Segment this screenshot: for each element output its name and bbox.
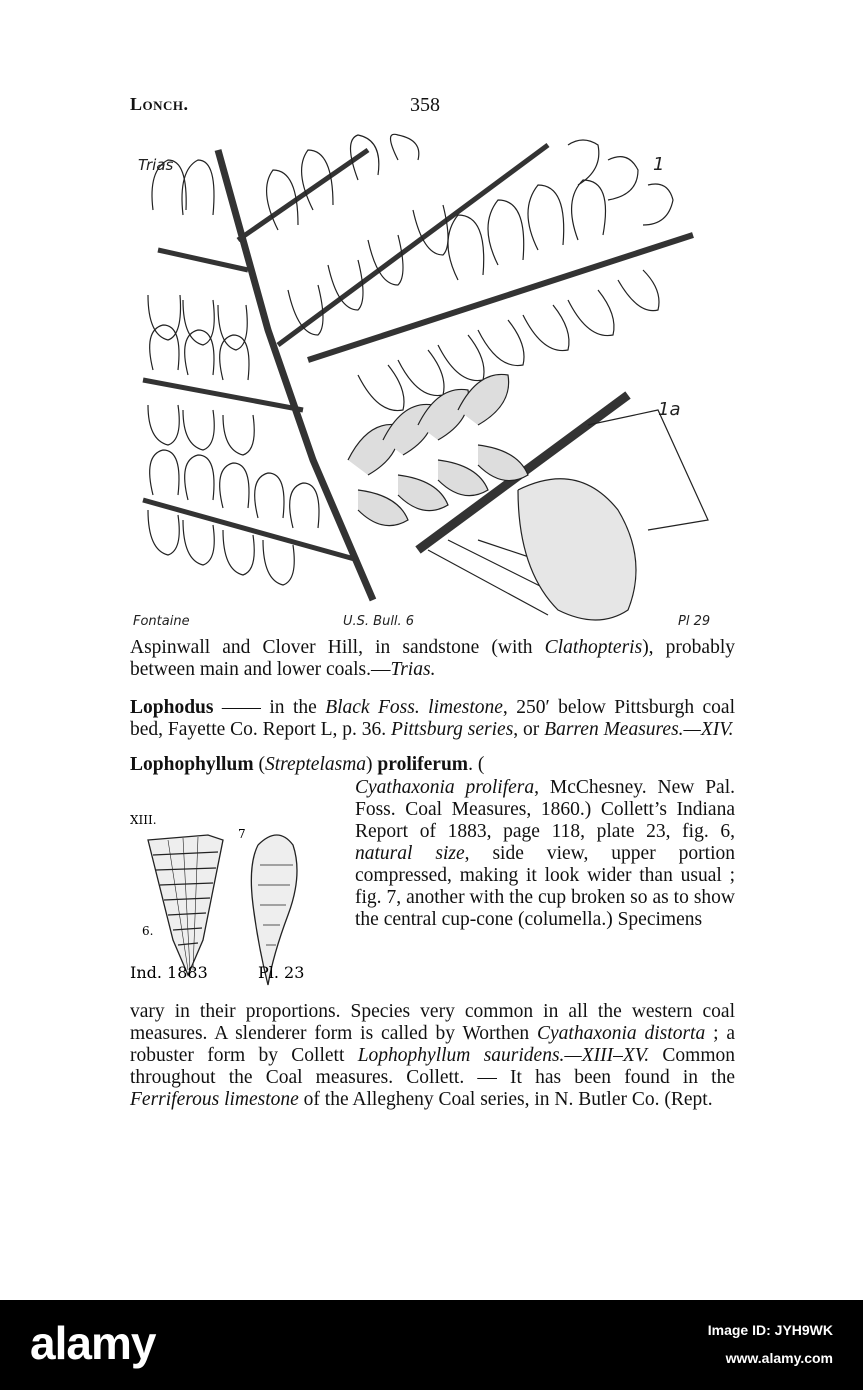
p2-italic-limestone: Black Foss. limestone [325, 697, 503, 718]
entry-name-lophodus: Lophodus [130, 697, 214, 718]
watermark-logo: alamy [30, 1317, 156, 1369]
p2-italic-series: Pittsburg series [391, 719, 514, 740]
entry-name-proliferum: proliferum [377, 754, 469, 775]
coral-fossil-figure [128, 810, 350, 990]
fern-fossil-plate [128, 130, 738, 630]
cont-italic-distorta: Cyathaxonia distorta [537, 1023, 706, 1044]
plate-label-trias: Trias [138, 156, 174, 174]
fig2-label-source: Ind. 1883 [130, 963, 208, 982]
p1-italic-trias: Trias. [390, 659, 436, 680]
cont-italic-sauridens: Lophophyllum sauridens.—XIII–XV. [357, 1045, 650, 1066]
paragraph-lophophyllum-wrapped [355, 777, 735, 931]
fig2-label-6: 6. [142, 924, 154, 938]
watermark-banner [0, 1300, 863, 1390]
p3-text-c: ) [366, 754, 378, 775]
cont-text-g: of the Allegheny Coal series, in N. Butler Co. (Rept. [298, 1089, 713, 1110]
plate-label-source: U.S. Bull. 6 [343, 614, 415, 629]
entry-heading-lophophyllum [130, 754, 735, 776]
wrap-text-b: , McChesney. New Pal. Foss. Coal Measures, 1860.) Collett’s Indiana Report of 1883, page 118, plate 23, fig. 6, [355, 777, 735, 842]
cont-italic-ferriferous: Ferriferous limestone [130, 1089, 299, 1110]
p3-italic-streptelasma: Streptelasma [264, 754, 367, 775]
p1-text-a: Aspinwall and Clover Hill, in sandstone (with [130, 637, 545, 658]
paragraph-aspinwall [130, 637, 735, 681]
p3-text-e: . ( [468, 754, 485, 775]
p2-text-a: —— in the [213, 697, 326, 718]
p2-text-c: , 250′ below Pittsburgh coal bed, Fayette Co. Report L, p. 36. [130, 697, 735, 740]
wrap-italic-natural-size: natural size [355, 843, 465, 864]
fig2-label-7: 7 [238, 827, 246, 841]
paragraph-lophodus [130, 697, 735, 741]
plate-label-fig1a: 1a [658, 399, 681, 420]
paragraph-lophophyllum-continued [130, 1001, 735, 1111]
watermark-site: www.alamy.com [725, 1350, 833, 1366]
p3-text-a: ( [253, 754, 265, 775]
p1-text-c: ), probably between main and lower coals.— [130, 637, 735, 680]
plate-label-plate: Pl 29 [678, 614, 711, 629]
cont-text-e: Common throughout the Coal measures. Collett. — It has been found in the [130, 1045, 735, 1088]
p2-text-e: , or [513, 719, 545, 740]
p1-italic-clathopteris: Clathopteris [544, 637, 643, 658]
entry-name-lophophyllum: Lophophyllum [130, 754, 254, 775]
cont-text-c: ; a robuster form by Collett [130, 1023, 736, 1066]
coral-illustration [128, 810, 350, 990]
page-number: 358 [410, 94, 440, 116]
p2-italic-measures: Barren Measures.—XIV. [544, 719, 734, 740]
fig2-label-plate: Pl. 23 [258, 963, 305, 982]
watermark-image-id: Image ID: JYH9WK [707, 1322, 833, 1338]
wrap-text-d: , side view, upper portion compressed, making it look wider than usual ; fig. 7, another with the cup broken so as to show the central cup-cone (columella.) Specimens [355, 843, 735, 930]
plate-label-fig1: 1 [653, 154, 665, 175]
running-head: Lonch. [130, 94, 189, 114]
cont-text-a: vary in their proportions. Species very common in all the western coal measures. A slenderer form is called by Worthen [130, 1001, 735, 1044]
wrap-italic-cyathaxonia: Cyathaxonia prolifera [355, 777, 535, 798]
fig2-label-xiii: XIII. [130, 813, 157, 827]
plate-label-author: Fontaine [133, 614, 190, 629]
fern-illustration [128, 130, 738, 630]
